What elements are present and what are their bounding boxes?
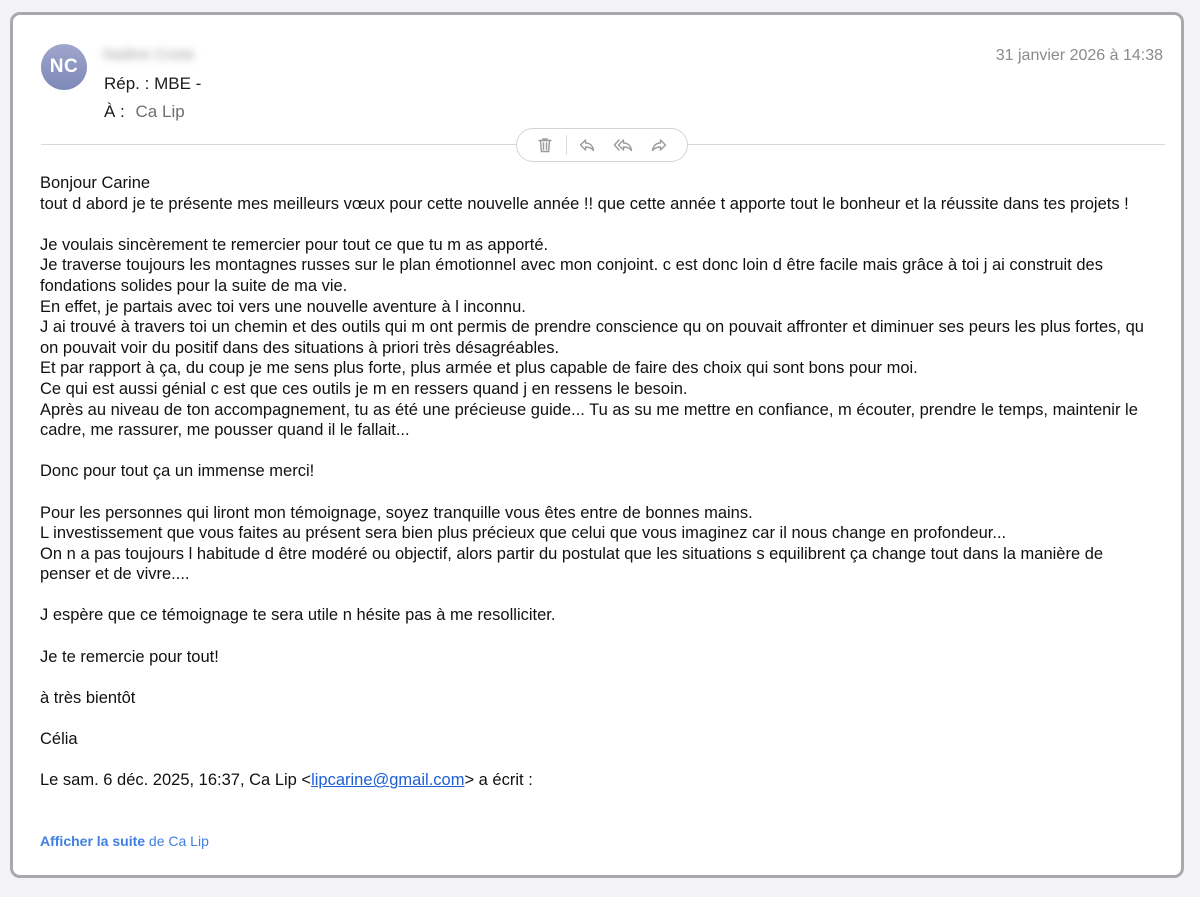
paragraph-gap <box>40 626 1150 647</box>
show-more-link[interactable]: Afficher la suite <box>40 833 146 849</box>
sender-name: Nadine Costa <box>103 46 194 63</box>
body-line: J espère que ce témoignage te sera utile n hésite pas à me resolliciter. <box>40 606 556 625</box>
body-line: Je voulais sincèrement te remercier pour tout ce que tu m as apporté. <box>40 235 549 254</box>
body-line: Pour les personnes qui liront mon témoignage, soyez tranquille vous êtes entre de bonnes mains. <box>40 503 753 522</box>
forward-icon[interactable] <box>644 131 674 159</box>
to-label: À : <box>104 102 125 121</box>
paragraph-gap <box>40 708 1150 729</box>
quote-suffix: > a écrit : <box>464 771 533 790</box>
body-line: Donc pour tout ça un immense merci! <box>40 462 315 481</box>
body-line: Je te remercie pour tout! <box>40 647 219 666</box>
body-line: L investissement que vous faites au présent sera bien plus précieux que celui que vous imaginez car il nous change en profondeur... <box>40 524 1007 543</box>
quote-attribution <box>40 770 1150 791</box>
body-line: à très bientôt <box>40 688 136 707</box>
paragraph-gap <box>40 441 1150 462</box>
paragraph-gap <box>40 750 1150 771</box>
email-body <box>40 173 1150 791</box>
email-window <box>10 12 1184 878</box>
body-line: tout d abord je te présente mes meilleurs vœux pour cette nouvelle année !! que cette année t apporte tout le bonheur et la réussite dans tes projets ! <box>40 194 1129 213</box>
body-line: Je traverse toujours les montagnes russes sur le plan émotionnel avec mon conjoint. c est donc loin d être facile mais grâce à toi j ai construit des fondations solides pour la suite de ma vie. <box>40 256 1103 295</box>
body-line: Célia <box>40 730 78 749</box>
reply-all-icon[interactable] <box>608 131 638 159</box>
body-line: Bonjour Carine <box>40 174 151 192</box>
body-line: En effet, je partais avec toi vers une nouvelle aventure à l inconnu. <box>40 297 526 316</box>
quote-prefix: Le sam. 6 déc. 2025, 16:37, Ca Lip < <box>40 771 312 790</box>
recipient-line <box>104 102 185 122</box>
avatar: NC <box>41 44 87 90</box>
paragraph-gap <box>40 214 1150 235</box>
recipient-name[interactable]: Ca Lip <box>135 102 185 121</box>
trash-icon[interactable] <box>530 131 560 159</box>
body-line: Après au niveau de ton accompagnement, tu as été une précieuse guide... Tu as su me mettre en confiance, m écouter, prendre le temps, maintenir le cadre, me rassurer, me pousser quand il le fallait... <box>40 400 1138 440</box>
toolbar-separator <box>566 135 567 155</box>
body-line: Et par rapport à ça, du coup je me sens plus forte, plus armée et plus capable de faire des choix qui sont bons pour moi. <box>40 359 918 378</box>
show-more-sender: de Ca Lip <box>145 833 209 849</box>
reply-icon[interactable] <box>572 131 602 159</box>
body-line: Ce qui est aussi génial c est que ces outils je m en ressers quand j en ressens le besoin. <box>40 379 688 398</box>
body-line: On n a pas toujours l habitude d être modéré ou objectif, alors partir du postulat que les situations s equilibrent ça change tout dans la manière de penser et de vivre.... <box>40 544 1104 584</box>
paragraph-gap <box>40 667 1150 688</box>
paragraph-gap <box>40 585 1150 606</box>
paragraph-gap <box>40 482 1150 503</box>
email-date: 31 janvier 2026 à 14:38 <box>995 47 1163 64</box>
show-more <box>40 833 209 849</box>
message-toolbar <box>516 128 688 162</box>
email-subject: Rép. : MBE - <box>104 74 202 93</box>
message-text <box>40 173 1150 770</box>
body-line: J ai trouvé à travers toi un chemin et des outils qui m ont permis de prendre conscience qu on pouvait affronter et diminuer ses peurs les plus fortes, qu on pouvait voir du positif dans des situations à priori très désagréables. <box>40 318 1144 357</box>
sender-email-link[interactable]: lipcarine@gmail.com <box>311 771 465 790</box>
